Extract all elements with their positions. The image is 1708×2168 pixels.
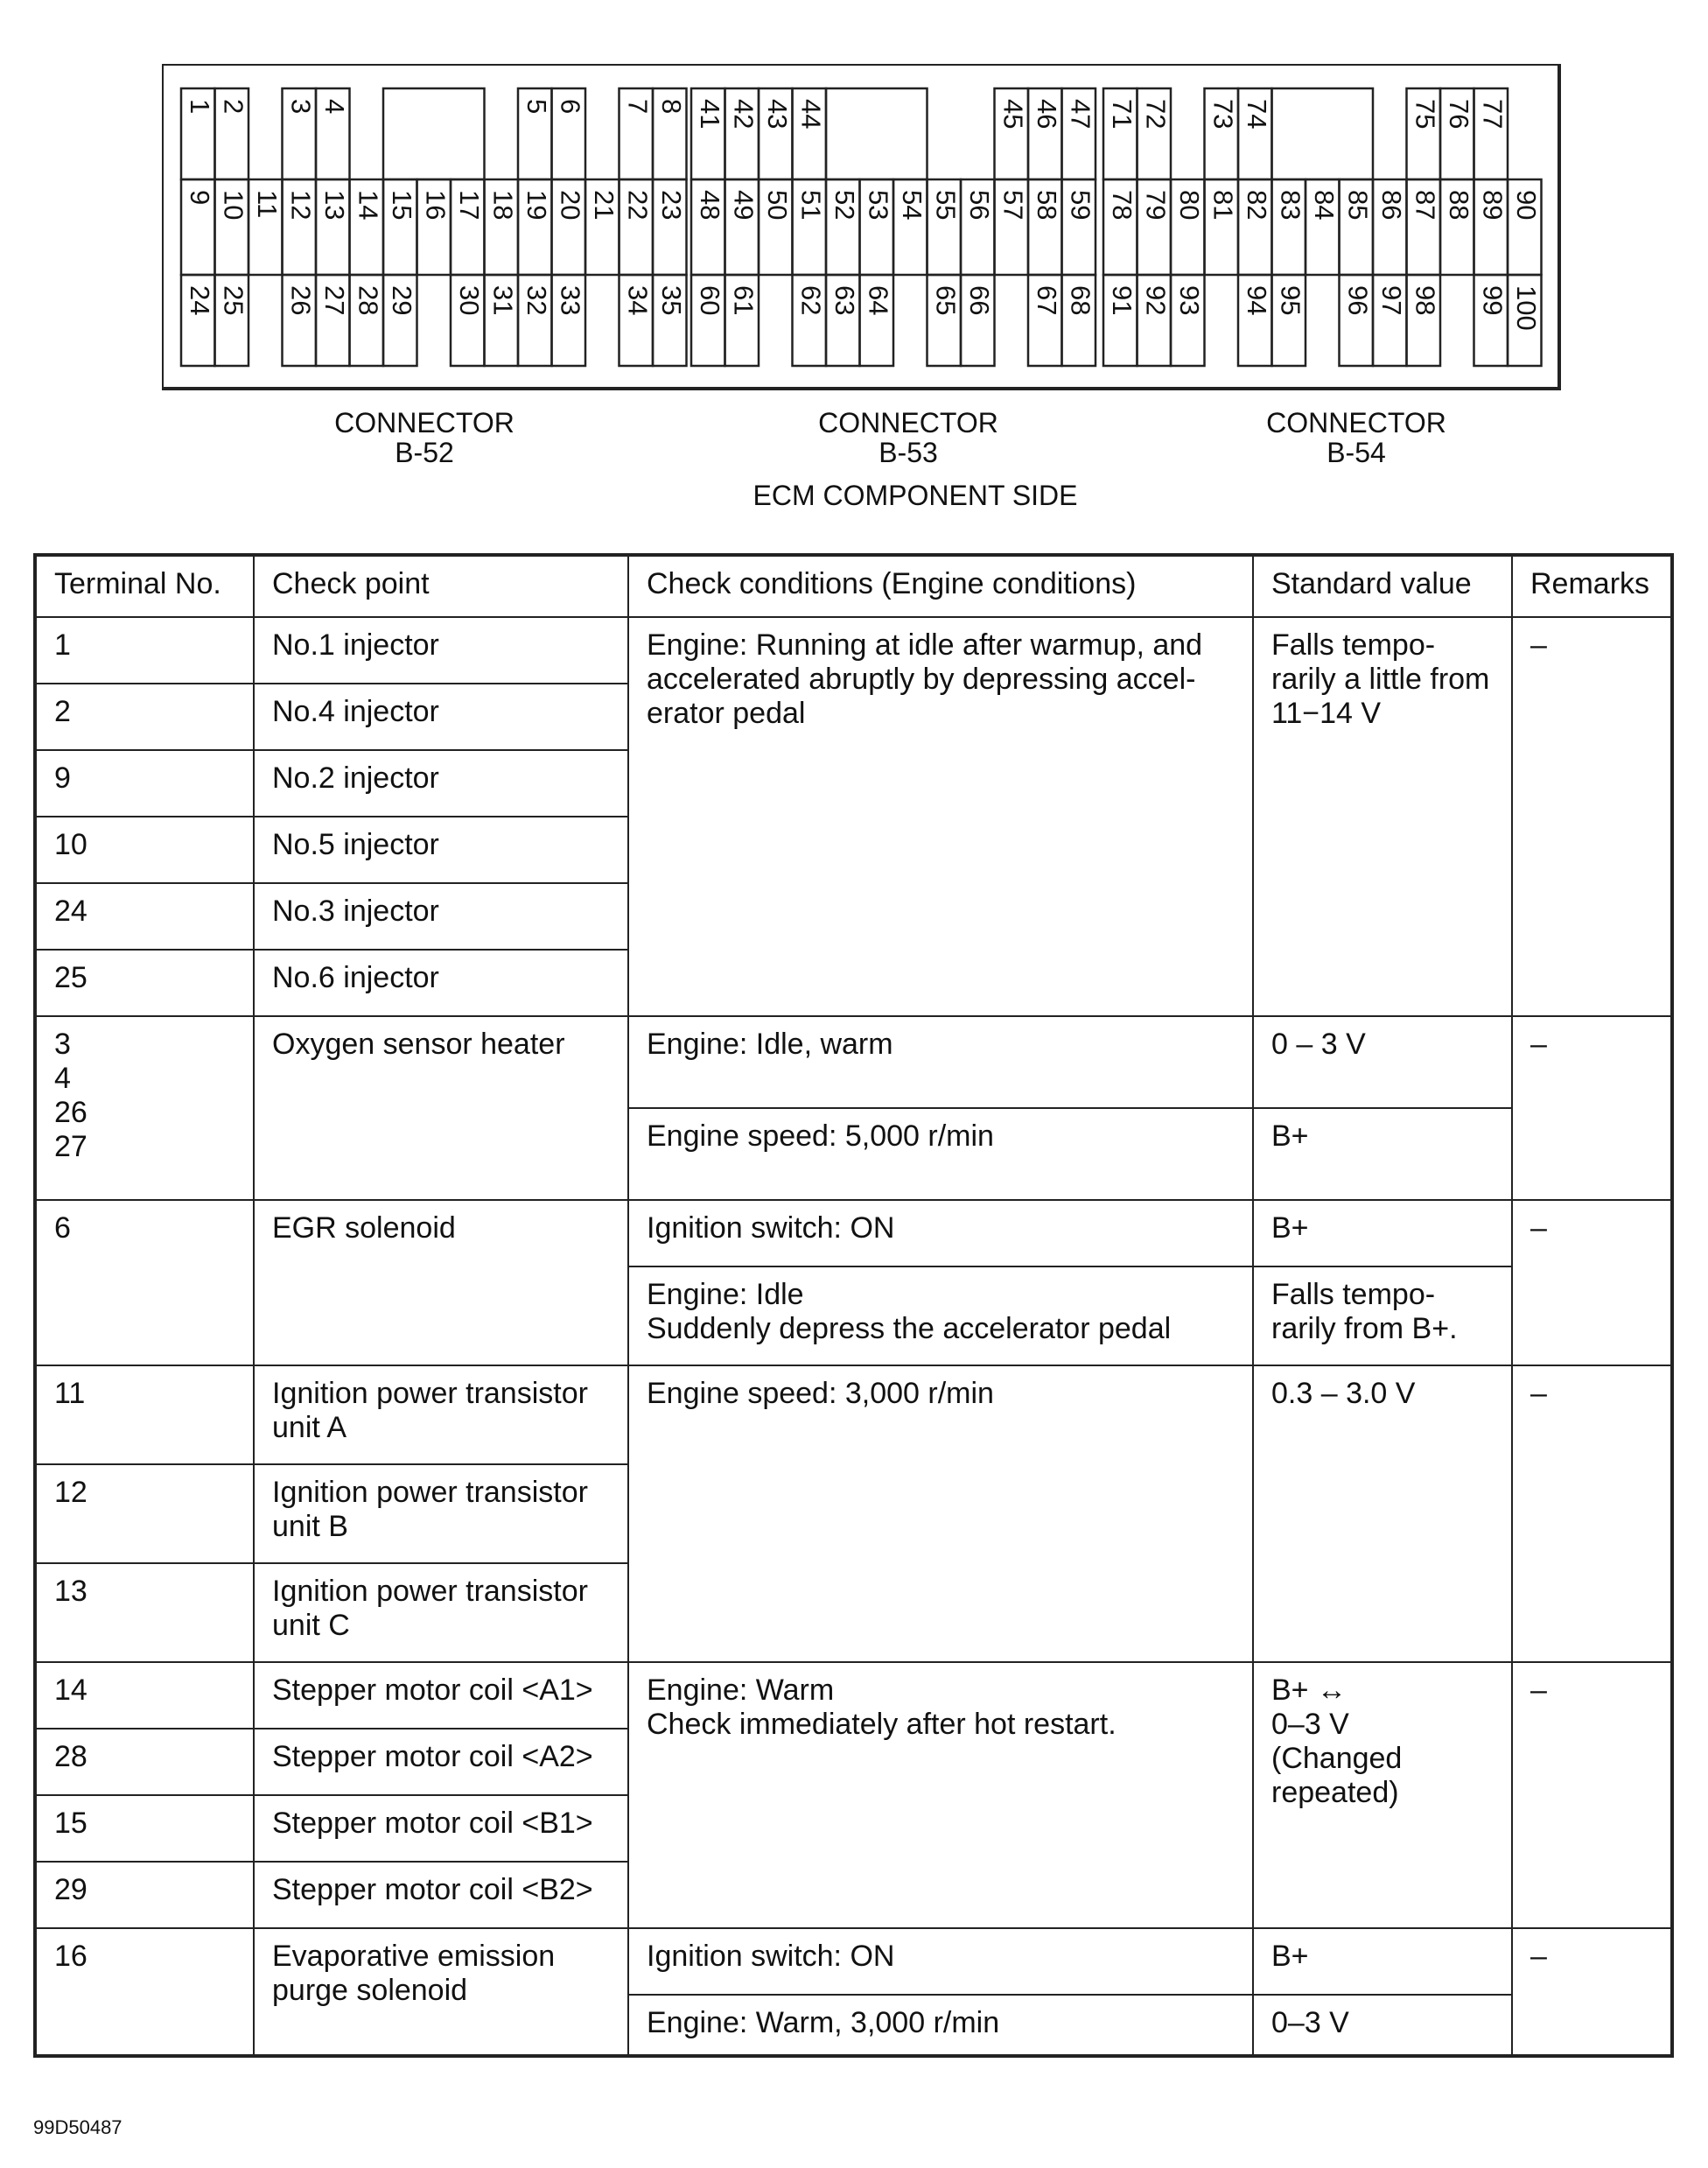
pin-number: 97	[1376, 285, 1408, 316]
check-point-cell: Stepper motor coil <A2>	[254, 1729, 628, 1795]
pin-number: 26	[285, 285, 317, 316]
check-point-cell: Ignition power transistor unit A	[254, 1365, 628, 1464]
remarks-cell: –	[1512, 1928, 1672, 2056]
header-check-point: Check point	[254, 555, 628, 617]
standard-line: (Changed	[1271, 1742, 1403, 1775]
terminal-cell: 14	[35, 1662, 254, 1729]
pin-number: 93	[1174, 285, 1206, 316]
condition-cell: Ignition switch: ON	[628, 1928, 1253, 1995]
pin-number: 73	[1208, 99, 1239, 130]
terminal-cell: 12	[35, 1464, 254, 1563]
terminal-cell: 2	[35, 684, 254, 750]
pin-number: 25	[218, 285, 249, 316]
pin-number: 35	[656, 285, 688, 316]
check-point-cell: No.1 injector	[254, 617, 628, 684]
connector-b52-label	[284, 408, 564, 467]
check-point-cell: No.6 injector	[254, 950, 628, 1016]
standard-cell: B+	[1253, 1928, 1512, 1995]
pin-number: 21	[589, 190, 620, 221]
ecm-component-side-label: ECM COMPONENT SIDE	[752, 480, 1078, 511]
pin-number: 98	[1410, 285, 1441, 316]
pin-number: 95	[1275, 285, 1306, 316]
terminal-cell: 16	[35, 1928, 254, 2056]
pin-number: 18	[487, 190, 519, 221]
condition-cell: Engine speed: 5,000 r/min	[628, 1108, 1253, 1200]
pin-number: 14	[353, 190, 384, 221]
terminal-cell: 15	[35, 1795, 254, 1862]
check-point-cell: No.5 injector	[254, 817, 628, 883]
connector-code: B-54	[1326, 437, 1386, 468]
pin-number: 29	[387, 285, 418, 316]
terminal-cell: 9	[35, 750, 254, 817]
pin-number: 22	[622, 190, 654, 221]
pin-number: 71	[1107, 99, 1138, 130]
pin-number: 91	[1107, 285, 1138, 316]
remarks-cell: –	[1512, 617, 1672, 1016]
connector-code: B-53	[878, 437, 938, 468]
condition-cell: Engine: Warm, 3,000 r/min	[628, 1995, 1253, 2056]
pin-number: 77	[1477, 99, 1508, 130]
table-row	[35, 1662, 1672, 1729]
pin-number: 10	[218, 190, 249, 221]
pin-number: 28	[353, 285, 384, 316]
terminal-cell: 28	[35, 1729, 254, 1795]
condition-cell: Ignition switch: ON	[628, 1200, 1253, 1266]
terminal-cell: 25	[35, 950, 254, 1016]
remarks-cell: –	[1512, 1016, 1672, 1200]
pin-number: 46	[1032, 99, 1063, 130]
condition-line: Check immediately after hot restart.	[647, 1708, 1116, 1741]
pin-number: 4	[319, 99, 351, 115]
terminal-cell	[35, 1016, 254, 1200]
condition-cell	[628, 1662, 1253, 1928]
connector-b54-label	[1216, 408, 1496, 467]
pin-number: 47	[1065, 99, 1096, 130]
connector-key	[1272, 88, 1374, 179]
pin-number: 59	[1065, 190, 1096, 221]
table-row	[35, 1016, 1672, 1108]
pin-number: 89	[1477, 190, 1508, 221]
pin-number: 41	[695, 99, 726, 130]
pin-number: 16	[420, 190, 452, 221]
pin-number: 15	[387, 190, 418, 221]
condition-cell: Engine speed: 3,000 r/min	[628, 1365, 1253, 1662]
pin-number: 62	[795, 285, 827, 316]
check-point-cell: Ignition power transistor unit C	[254, 1563, 628, 1662]
pin-number: 81	[1208, 190, 1239, 221]
pin-number: 55	[930, 190, 962, 221]
pin-number: 50	[762, 190, 794, 221]
pin-number: 67	[1032, 285, 1063, 316]
header-standard: Standard value	[1253, 555, 1512, 617]
pin-number: 7	[622, 99, 654, 115]
check-point-cell: No.2 injector	[254, 750, 628, 817]
pin-number: 52	[830, 190, 861, 221]
pin-number: 53	[863, 190, 894, 221]
pin-number: 99	[1477, 285, 1508, 316]
pin-number: 79	[1140, 190, 1172, 221]
table-row	[35, 1200, 1672, 1266]
connector-key	[826, 88, 928, 179]
pin-number: 6	[555, 99, 586, 115]
terminal-cell: 1	[35, 617, 254, 684]
pin-number: 3	[285, 99, 317, 115]
check-point-cell: Ignition power transistor unit B	[254, 1464, 628, 1563]
condition-line: Suddenly depress the accelerator pedal	[647, 1312, 1172, 1345]
standard-cell: Falls tempo-rarily from B+.	[1253, 1266, 1512, 1365]
check-point-cell: No.4 injector	[254, 684, 628, 750]
pin-number: 65	[930, 285, 962, 316]
pin-number: 84	[1309, 190, 1340, 221]
terminal-number: 26	[54, 1096, 88, 1129]
remarks-cell: –	[1512, 1662, 1672, 1928]
connector-code: B-52	[395, 437, 454, 468]
pin-number: 63	[830, 285, 861, 316]
check-point-cell: Stepper motor coil <B1>	[254, 1795, 628, 1862]
pin-number: 32	[522, 285, 553, 316]
terminal-number: 27	[54, 1130, 88, 1163]
terminal-cell: 13	[35, 1563, 254, 1662]
standard-cell	[1253, 1662, 1512, 1928]
pin-number: 12	[285, 190, 317, 221]
table-row	[35, 1928, 1672, 1995]
header-terminal: Terminal No.	[35, 555, 254, 617]
pin-number: 51	[795, 190, 827, 221]
pin-number: 45	[998, 99, 1029, 130]
pin-number: 1	[185, 99, 216, 115]
pin-number: 86	[1376, 190, 1408, 221]
pin-number: 31	[487, 285, 519, 316]
standard-line: 0–3 V	[1271, 1708, 1349, 1741]
remarks-cell: –	[1512, 1365, 1672, 1662]
check-point-cell: Oxygen sensor heater	[254, 1016, 628, 1200]
pin-number: 100	[1511, 285, 1543, 331]
standard-cell: 0.3 – 3.0 V	[1253, 1365, 1512, 1662]
pin-number: 75	[1410, 99, 1441, 130]
condition-line: Engine: Idle	[647, 1278, 804, 1311]
standard-cell: B+	[1253, 1200, 1512, 1266]
pin-number: 83	[1275, 190, 1306, 221]
check-point-cell: Stepper motor coil <B2>	[254, 1862, 628, 1928]
table-row	[35, 617, 1672, 684]
standard-line: repeated)	[1271, 1776, 1399, 1809]
pin-number: 42	[728, 99, 760, 130]
pin-number: 78	[1107, 190, 1138, 221]
terminal-cell: 6	[35, 1200, 254, 1365]
pin-number: 5	[522, 99, 553, 115]
standard-cell: Falls tempo-rarily a little from 11−14 V	[1253, 617, 1512, 1016]
pin-number: 90	[1511, 190, 1543, 221]
pin-number: 92	[1140, 285, 1172, 316]
condition-cell	[628, 1266, 1253, 1365]
check-point-cell: No.3 injector	[254, 883, 628, 950]
pin-number: 64	[863, 285, 894, 316]
pin-number: 96	[1342, 285, 1374, 316]
pin-number: 24	[185, 285, 216, 316]
pin-number: 17	[454, 190, 486, 221]
pin-number: 30	[454, 285, 486, 316]
pin-number: 33	[555, 285, 586, 316]
pin-number: 2	[218, 99, 249, 115]
table-header-row	[35, 555, 1672, 617]
pin-number: 49	[728, 190, 760, 221]
connector-name: CONNECTOR	[1266, 407, 1446, 439]
pin-number: 76	[1444, 99, 1475, 130]
pin-number: 60	[695, 285, 726, 316]
pin-number: 11	[252, 190, 284, 219]
pin-number: 43	[762, 99, 794, 130]
check-point-cell: Evaporative emission purge solenoid	[254, 1928, 628, 2056]
terminal-cell: 24	[35, 883, 254, 950]
pin-number: 82	[1242, 190, 1273, 221]
header-remarks: Remarks	[1512, 555, 1672, 617]
remarks-cell: –	[1512, 1200, 1672, 1365]
pin-number: 80	[1174, 190, 1206, 221]
terminal-cell: 29	[35, 1862, 254, 1928]
pin-number: 61	[728, 285, 760, 316]
terminal-cell: 11	[35, 1365, 254, 1464]
pin-number: 27	[319, 285, 351, 316]
pin-number: 88	[1444, 190, 1475, 221]
ecm-connector-diagram	[162, 64, 1562, 392]
terminal-number: 4	[54, 1062, 71, 1095]
pin-number: 8	[656, 99, 688, 115]
terminal-cell: 10	[35, 817, 254, 883]
pin-number: 23	[656, 190, 688, 221]
pin-number: 87	[1410, 190, 1441, 221]
connector-name: CONNECTOR	[334, 407, 514, 439]
pin-number: 74	[1242, 99, 1273, 130]
check-point-cell: Stepper motor coil <A1>	[254, 1662, 628, 1729]
condition-line: Engine: Warm	[647, 1673, 835, 1707]
figure-code: 99D50487	[33, 2116, 122, 2138]
standard-cell: B+	[1253, 1108, 1512, 1200]
pin-number: 57	[998, 190, 1029, 221]
terminal-check-table	[33, 553, 1674, 2058]
pin-number: 44	[795, 99, 827, 130]
pin-number: 20	[555, 190, 586, 221]
header-conditions: Check conditions (Engine conditions)	[628, 555, 1253, 617]
terminal-number: 3	[54, 1028, 71, 1061]
standard-line: B+ ↔	[1271, 1673, 1347, 1707]
pin-number: 58	[1032, 190, 1063, 221]
pin-number: 85	[1342, 190, 1374, 221]
standard-cell: 0 – 3 V	[1253, 1016, 1512, 1108]
pin-number: 48	[695, 190, 726, 221]
connector-key	[383, 88, 485, 179]
pin-number: 94	[1242, 285, 1273, 316]
connector-b53-label	[768, 408, 1048, 467]
pin-number: 54	[897, 190, 928, 221]
pin-number: 19	[522, 190, 553, 221]
condition-cell: Engine: Idle, warm	[628, 1016, 1253, 1108]
pin-number: 56	[964, 190, 996, 221]
condition-cell: Engine: Running at idle after warmup, and accelerated abruptly by depressing accel-erator pedal	[628, 617, 1253, 1016]
pin-number: 72	[1140, 99, 1172, 130]
pin-number: 34	[622, 285, 654, 316]
table-row	[35, 1365, 1672, 1464]
pin-number: 68	[1065, 285, 1096, 316]
standard-cell: 0–3 V	[1253, 1995, 1512, 2056]
pin-number: 13	[319, 190, 351, 221]
connector-name: CONNECTOR	[818, 407, 998, 439]
pin-number: 66	[964, 285, 996, 316]
pin-number: 9	[185, 190, 216, 206]
check-point-cell: EGR solenoid	[254, 1200, 628, 1365]
